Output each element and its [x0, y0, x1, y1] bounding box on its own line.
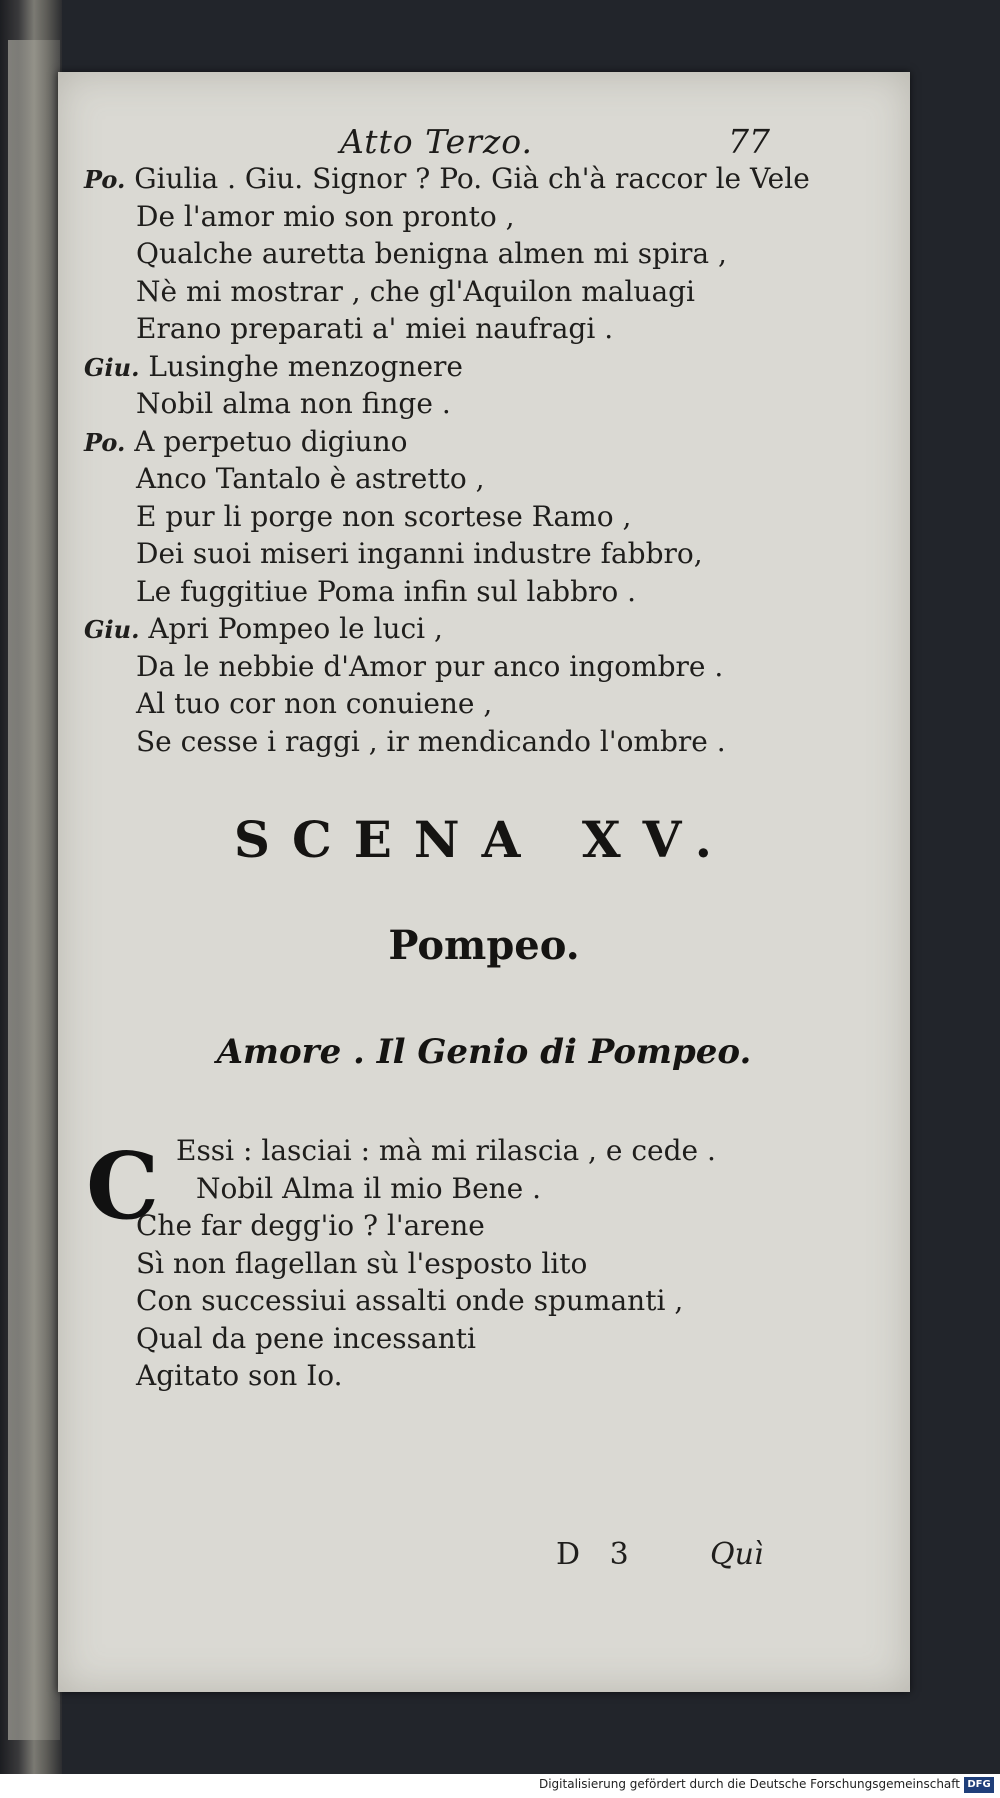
dialogue-line	[84, 310, 884, 348]
speaker-label: Po.	[84, 427, 126, 457]
line-text: Dei suoi miseri inganni industre fabbro,	[136, 537, 703, 570]
line-text: Qualche auretta benigna almen mi spira ,	[136, 237, 727, 270]
aria-block	[84, 1132, 884, 1395]
line-text: Apri Pompeo le luci ,	[148, 612, 443, 645]
aria-line: Che far degg'io ? l'arene	[136, 1209, 485, 1242]
running-title: Atto Terzo.	[340, 122, 534, 161]
line-text: Le fuggitiue Poma infin sul labbro .	[136, 574, 637, 608]
line-text: Nè mi mostrar , che gl'Aquilon maluagi	[136, 274, 696, 308]
page-header	[58, 116, 910, 166]
line-text: Lusinghe menzognere	[148, 349, 463, 383]
dialogue-line	[84, 610, 884, 648]
dialogue-block	[84, 160, 884, 760]
book-page	[58, 72, 910, 1692]
page-number: 77	[728, 122, 770, 161]
aria-line: Sì non flagellan sù l'esposto lito	[136, 1246, 588, 1280]
dialogue-line	[84, 198, 884, 236]
dialogue-line	[84, 160, 884, 198]
line-text: E pur li porge non scortese Ramo ,	[136, 499, 632, 533]
digitization-footer	[0, 1774, 1000, 1798]
dialogue-line	[84, 460, 884, 498]
speaker-label: Po.	[84, 165, 126, 194]
scene-character: Pompeo.	[388, 922, 580, 969]
line-text: Giulia . Giu. Signor ? Po. Già ch'à raccor le Vele	[134, 162, 810, 195]
scene-title: SCENA XV.	[233, 810, 735, 869]
aria-line: Essi : lasciai : mà mi rilascia , e cede .	[176, 1134, 716, 1167]
line-text: A perpetuo digiuno	[134, 424, 408, 458]
dialogue-line	[84, 385, 884, 423]
dialogue-line	[84, 723, 884, 761]
dialogue-line	[84, 423, 884, 461]
adjacent-page-edge	[8, 40, 60, 1740]
signature-mark: D 3	[556, 1537, 639, 1572]
line-text: Anco Tantalo è astretto ,	[136, 462, 485, 495]
dialogue-line	[84, 573, 884, 611]
catchword: Quì	[710, 1537, 764, 1572]
dialogue-line	[84, 348, 884, 386]
aria-line: Nobil Alma il mio Bene .	[196, 1171, 542, 1205]
aria-line: Con successiui assalti onde spumanti ,	[136, 1284, 684, 1317]
dialogue-line	[84, 235, 884, 273]
footer-text: Digitalisierung gefördert durch die Deutsche Forschungsgemeinschaft	[538, 1777, 960, 1791]
line-text: De l'amor mio son pronto ,	[136, 199, 515, 233]
line-text: Se cesse i raggi , ir mendicando l'ombre .	[136, 724, 726, 758]
line-text: Erano preparati a' miei naufragi .	[136, 312, 614, 345]
line-text: Al tuo cor non conuiene ,	[136, 687, 493, 720]
dialogue-line	[84, 648, 884, 686]
dialogue-line	[84, 685, 884, 723]
dialogue-line	[84, 535, 884, 573]
speaker-label: Giu.	[84, 352, 140, 382]
aria-line: Agitato son Io.	[136, 1359, 343, 1392]
dfg-logo: DFG	[964, 1777, 994, 1793]
scene-subtitle: Amore . Il Genio di Pompeo.	[216, 1032, 752, 1072]
dialogue-line	[84, 498, 884, 536]
line-text: Da le nebbie d'Amor pur anco ingombre .	[136, 649, 724, 683]
aria-line: Qual da pene incessanti	[136, 1321, 476, 1355]
drop-cap: C	[86, 1132, 160, 1240]
speaker-label: Giu.	[84, 615, 140, 644]
line-text: Nobil alma non finge .	[136, 387, 451, 420]
dialogue-line	[84, 273, 884, 311]
